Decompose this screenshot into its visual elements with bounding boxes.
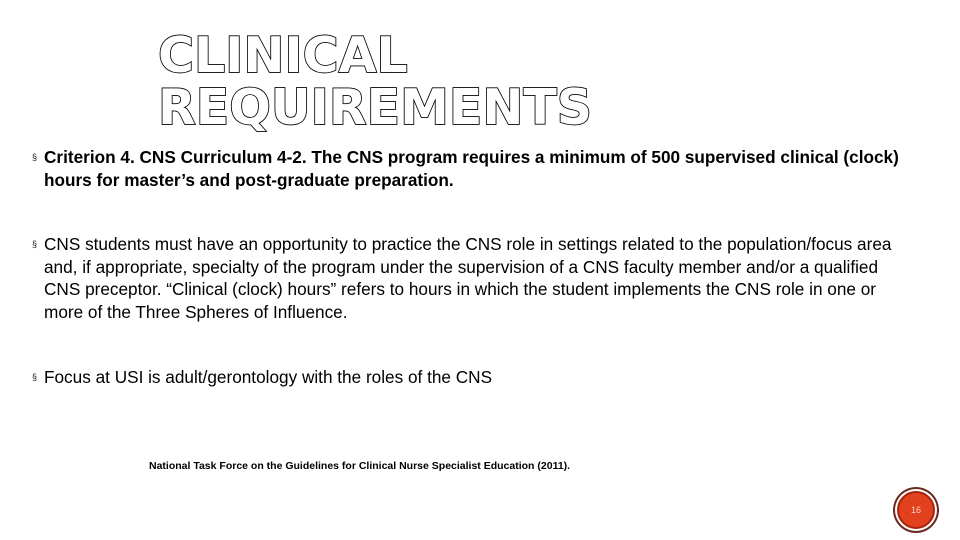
page-number-badge (897, 491, 935, 529)
page-number: 16 (910, 504, 921, 515)
bullet-text: Criterion 4. CNS Curriculum 4-2. The CNS program requires a minimum of 500 supervised clinical (clock) hours for master’s and post-graduate preparation. (44, 147, 899, 190)
title-line-1: CLINICAL (158, 27, 408, 84)
bullet-text: CNS students must have an opportunity to practice the CNS role in settings related to the population/focus area and, if appropriate, specialty of the program under the supervision of a CNS faculty member and/or a qualified CNS preceptor. “Clinical (clock) hours” refers to hours in which the student implements the CNS role in one or more of the Three Spheres of Influence. (44, 234, 892, 322)
bullet-marker: § (32, 372, 38, 382)
citation: National Task Force on the Guidelines for Clinical Nurse Specialist Education (2011). (149, 460, 571, 472)
bullet-marker: § (32, 152, 38, 162)
slide-title (158, 26, 593, 136)
bullet-text: Focus at USI is adult/gerontology with the roles of the CNS (44, 367, 493, 387)
bullet-focus (32, 366, 912, 389)
bullet-marker: § (32, 239, 38, 249)
title-line-2: REQUIREMENTS (158, 79, 593, 136)
bullet-criterion (32, 146, 912, 191)
bullet-practice (32, 233, 912, 323)
slide-title-graphic (158, 26, 593, 136)
